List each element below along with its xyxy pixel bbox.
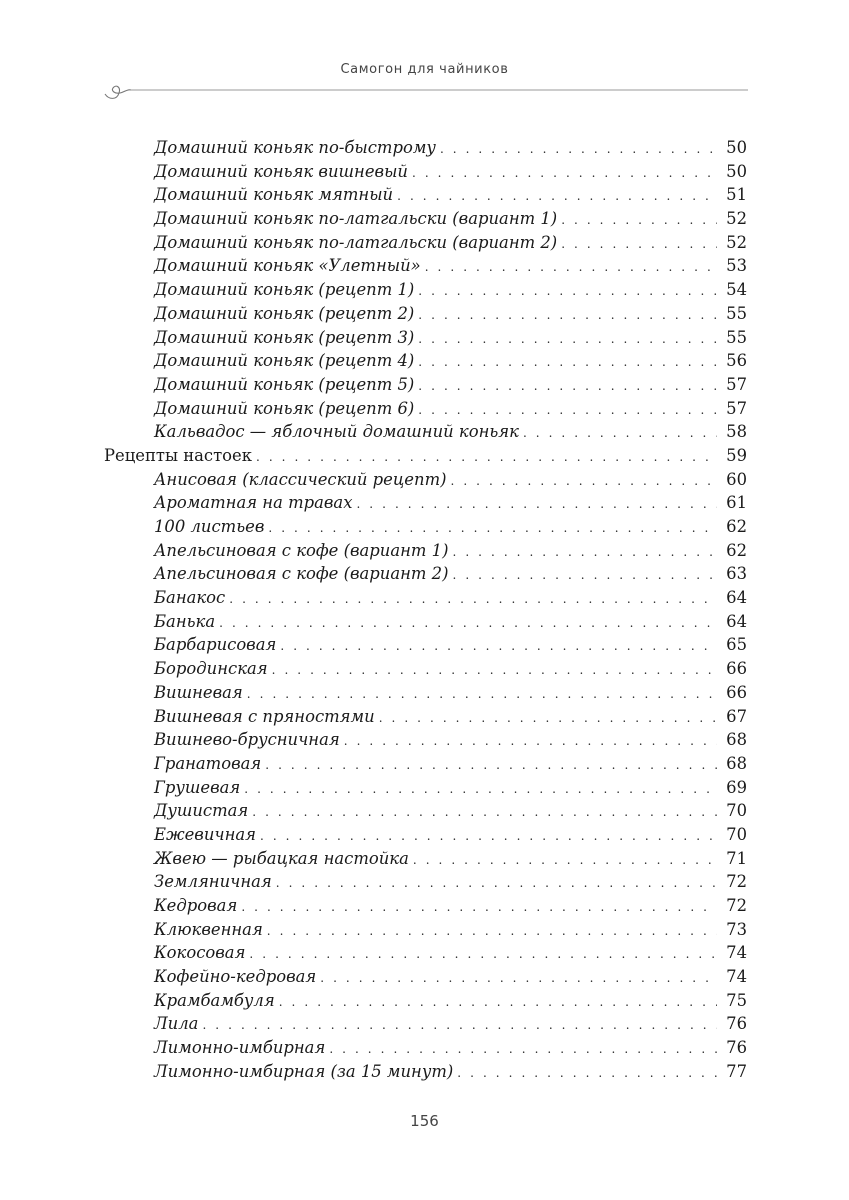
dot-leader [241,896,717,920]
toc-entry-page: 76 [726,1038,747,1058]
toc-entry-page: 70 [726,801,747,821]
toc-entry-title: Анисовая (классический рецепт) [154,469,447,489]
toc-entry [104,278,747,302]
toc-entry-title: Домашний коньяк (рецепт 3) [154,327,415,347]
toc-entry-page: 55 [726,303,747,323]
toc-entry [104,515,747,539]
toc-entry [104,373,747,397]
dot-leader [425,256,717,280]
dot-leader [265,754,717,778]
toc-entry-title: Клюквенная [154,919,263,939]
dot-leader [418,375,717,399]
toc-entry-title: Земляничная [154,872,272,892]
toc-entry-title: Ароматная на травах [154,493,353,513]
toc-entry-page: 50 [726,161,747,181]
toc-entry-title: Апельсиновая с кофе (вариант 1) [154,540,449,560]
toc-entry [104,705,747,729]
dot-leader [247,683,717,707]
toc-entry-page: 51 [726,185,747,205]
toc-entry-title: Кокосовая [154,943,246,963]
toc-entry-title: Банька [154,611,216,631]
toc-entry-title: Вишнево-брусничная [154,730,340,750]
toc-entry [104,633,747,657]
toc-entry-page: 59 [726,445,747,465]
toc-entry [104,136,747,160]
toc-entry-page: 68 [726,753,747,773]
toc-entry-title: Грушевая [154,777,241,797]
toc-entry [104,254,747,278]
dot-leader [320,967,717,991]
toc-entry-page: 57 [726,374,747,394]
toc-entry-title: Лила [154,1014,199,1034]
toc-entry-page: 58 [726,422,747,442]
toc-entry-title: Рецепты настоек [104,445,252,465]
toc-entry-page: 67 [726,706,747,726]
dot-leader [418,280,717,304]
toc-entry-title: Банакос [154,588,226,608]
dot-leader [344,730,717,754]
toc-entry-page: 62 [726,517,747,536]
toc-entry-page: 62 [726,540,747,560]
toc-entry-page: 64 [726,588,747,608]
toc-entry-page: 65 [726,635,747,655]
dot-leader [397,185,717,209]
toc-entry-title: Домашний коньяк по-быстрому [154,138,436,157]
running-header: Самогон для чайников [340,62,509,77]
toc-entry [104,610,747,634]
toc-entry [104,231,747,255]
toc-entry [104,539,747,563]
dot-leader [244,778,717,802]
toc-entry-page: 72 [726,896,747,915]
toc-entry-page: 52 [726,209,747,229]
table-of-contents [104,136,747,1084]
toc-entry-page: 74 [726,943,747,963]
dot-leader [412,162,717,186]
dot-leader [280,635,717,659]
toc-entry [104,468,747,492]
toc-entry [104,941,747,965]
dot-leader [453,564,718,588]
toc-entry [104,1060,747,1084]
toc-entry-page: 61 [726,493,747,513]
dot-leader [440,138,717,162]
toc-entry [104,965,747,989]
toc-entry [104,752,747,776]
toc-entry-title: Домашний коньяк (рецепт 6) [154,398,415,418]
toc-entry-page: 75 [726,990,747,1010]
toc-entry [104,562,747,586]
dot-leader [260,825,717,849]
toc-entry [104,326,747,350]
toc-entry-page: 55 [726,327,747,347]
toc-entry [104,776,747,800]
toc-entry [104,799,747,823]
toc-entry [104,183,747,207]
toc-entry-page: 60 [726,469,747,489]
toc-entry-page: 73 [726,919,747,939]
toc-entry-page: 54 [726,280,747,300]
toc-entry-title: Домашний коньяк (рецепт 5) [154,374,415,394]
toc-entry [104,918,747,942]
toc-entry-page: 63 [726,564,747,584]
dot-leader [276,872,717,896]
toc-entry-title: Домашний коньяк «Улетный» [154,256,421,276]
toc-entry-page: 52 [726,232,747,252]
toc-entry-page: 77 [726,1061,747,1081]
toc-entry [104,1036,747,1060]
toc-entry-title: Домашний коньяк по-латгальски (вариант 1) [154,209,558,229]
toc-entry-page: 72 [726,872,747,892]
toc-entry [104,823,747,847]
toc-entry-page: 56 [726,351,747,371]
dot-leader [451,470,717,494]
toc-entry-page: 76 [726,1014,747,1034]
dot-leader [418,351,717,375]
toc-entry-title: Душистая [154,801,249,821]
toc-section-entry [104,444,747,468]
toc-entry-title: Домашний коньяк (рецепт 2) [154,303,415,323]
toc-entry-title: Барбарисовая [154,635,277,655]
toc-entry [104,302,747,326]
toc-entry [104,397,747,421]
toc-entry [104,349,747,373]
toc-entry-page: 64 [726,611,747,631]
toc-entry-title: Апельсиновая с кофе (вариант 2) [154,564,449,584]
dot-leader [329,1038,717,1062]
toc-entry [104,160,747,184]
toc-entry-title: Кальвадос — яблочный домашний коньяк [154,422,519,442]
toc-entry-page: 57 [726,398,747,418]
toc-entry [104,681,747,705]
toc-entry-title: Домашний коньяк мятный [154,185,394,205]
dot-leader [457,1062,717,1086]
toc-entry-title: 100 листьев [154,517,265,536]
dot-leader [256,446,717,470]
toc-entry [104,847,747,871]
dot-leader [268,517,717,541]
toc-entry-title: Кофейно-кедровая [154,967,317,987]
toc-entry [104,989,747,1013]
toc-entry-title: Жвею — рыбацкая настойка [154,848,409,868]
toc-entry [104,207,747,231]
toc-entry [104,420,747,444]
dot-leader [523,422,717,446]
dot-leader [561,209,717,233]
toc-entry-page: 74 [726,967,747,987]
toc-entry-page: 69 [726,777,747,797]
toc-entry-title: Бородинская [154,659,268,679]
dot-leader [252,801,717,825]
toc-entry [104,728,747,752]
dot-leader [279,991,717,1015]
toc-entry-title: Кедровая [154,896,238,915]
page-number: 156 [410,1112,439,1130]
dot-leader [249,943,717,967]
toc-entry-page: 66 [726,659,747,679]
dot-leader [418,328,717,352]
toc-entry-title: Вишневая [154,682,243,702]
dot-leader [561,233,717,257]
toc-entry-page: 53 [726,256,747,276]
toc-entry [104,1012,747,1036]
toc-entry-title: Вишневая с пряностями [154,706,375,726]
toc-entry-title: Домашний коньяк по-латгальски (вариант 2) [154,232,558,252]
dot-leader [356,493,717,517]
dot-leader [418,304,717,328]
dot-leader [379,707,717,731]
toc-entry [104,870,747,894]
dot-leader [267,920,717,944]
header-ornament-rule [103,80,748,102]
toc-entry [104,894,747,918]
dot-leader [453,541,718,565]
toc-entry-title: Домашний коньяк (рецепт 1) [154,280,415,300]
toc-entry-title: Крамбамбуля [154,990,275,1010]
toc-entry-page: 71 [726,848,747,868]
toc-entry-title: Гранатовая [154,753,262,773]
toc-entry-page: 66 [726,682,747,702]
dot-leader [413,849,717,873]
toc-entry-title: Лимонно-имбирная [154,1038,326,1058]
toc-entry [104,657,747,681]
toc-entry-title: Домашний коньяк (рецепт 4) [154,351,415,371]
toc-entry-title: Ежевичная [154,824,257,844]
toc-entry-title: Лимонно-имбирная (за 15 минут) [154,1061,454,1081]
dot-leader [272,659,717,683]
toc-entry [104,491,747,515]
toc-entry-page: 50 [726,138,747,157]
toc-entry-page: 70 [726,824,747,844]
dot-leader [418,399,717,423]
dot-leader [202,1014,717,1038]
dot-leader [219,612,717,636]
toc-entry [104,586,747,610]
toc-entry-title: Домашний коньяк вишневый [154,161,408,181]
dot-leader [229,588,717,612]
toc-entry-page: 68 [726,730,747,750]
